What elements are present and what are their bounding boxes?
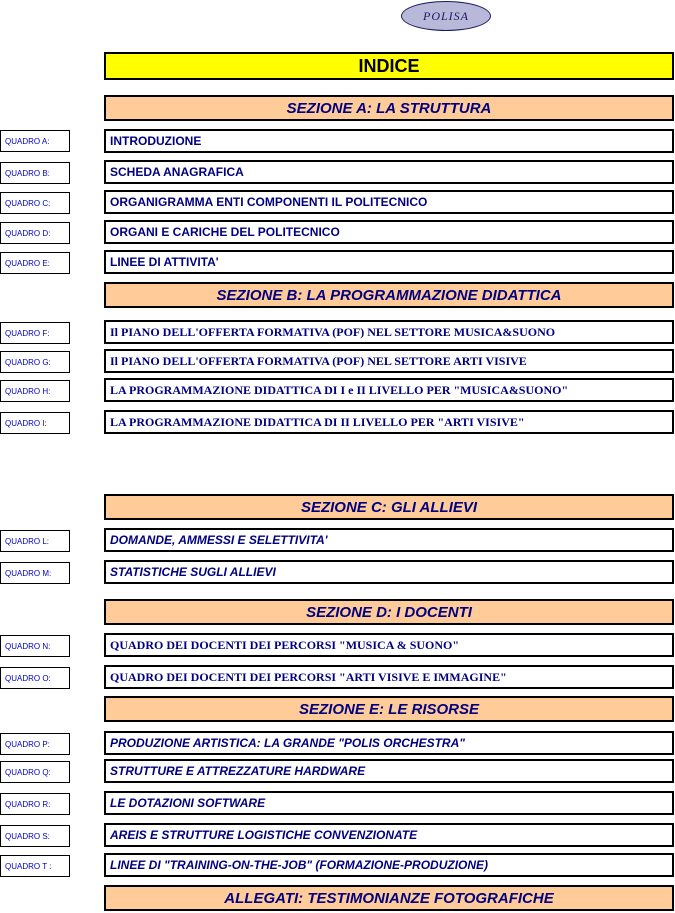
quadro-g-link[interactable]: Il PIANO DELL'OFFERTA FORMATIVA (POF) NEL SETTORE ARTI VISIVE <box>104 349 674 373</box>
quadro-f-label: QUADRO F: <box>0 322 70 344</box>
section-e-header: SEZIONE E: LE RISORSE <box>104 696 674 722</box>
quadro-i-label: QUADRO I: <box>0 412 70 434</box>
quadro-h-label: QUADRO H: <box>0 380 70 402</box>
quadro-r-label: QUADRO R: <box>0 793 70 815</box>
quadro-s-link[interactable]: AREIS E STRUTTURE LOGISTICHE CONVENZIONATE <box>104 823 674 847</box>
quadro-n-link[interactable]: QUADRO DEI DOCENTI DEI PERCORSI "MUSICA & SUONO" <box>104 633 674 657</box>
quadro-o-link[interactable]: QUADRO DEI DOCENTI DEI PERCORSI "ARTI VISIVE E IMMAGINE" <box>104 665 674 689</box>
quadro-q-label: QUADRO Q: <box>0 761 70 783</box>
quadro-h-link[interactable]: LA PROGRAMMAZIONE DIDATTICA DI I e II LIVELLO PER "MUSICA&SUONO" <box>104 378 674 402</box>
quadro-q-link[interactable]: STRUTTURE E ATTREZZATURE HARDWARE <box>104 759 674 783</box>
quadro-d-link[interactable]: ORGANI E CARICHE DEL POLITECNICO <box>104 220 674 244</box>
quadro-m-label: QUADRO M: <box>0 562 70 584</box>
quadro-d-label: QUADRO D: <box>0 222 70 244</box>
quadro-c-link[interactable]: ORGANIGRAMMA ENTI COMPONENTI IL POLITECNICO <box>104 190 674 214</box>
page-title: INDICE <box>104 52 674 80</box>
section-b-header: SEZIONE B: LA PROGRAMMAZIONE DIDATTICA <box>104 282 674 308</box>
quadro-f-link[interactable]: Il PIANO DELL'OFFERTA FORMATIVA (POF) NEL SETTORE MUSICA&SUONO <box>104 320 674 344</box>
quadro-m-link[interactable]: STATISTICHE SUGLI ALLIEVI <box>104 560 674 584</box>
quadro-l-link[interactable]: DOMANDE, AMMESSI E SELETTIVITA' <box>104 528 674 552</box>
polis-logo: POLISA <box>401 1 491 31</box>
allegati-header[interactable]: ALLEGATI: TESTIMONIANZE FOTOGRAFICHE <box>104 885 674 911</box>
quadro-p-label: QUADRO P: <box>0 733 70 755</box>
quadro-p-link[interactable]: PRODUZIONE ARTISTICA: LA GRANDE "POLIS ORCHESTRA" <box>104 731 674 755</box>
quadro-i-link[interactable]: LA PROGRAMMAZIONE DIDATTICA DI II LIVELLO PER "ARTI VISIVE" <box>104 410 674 434</box>
quadro-a-label: QUADRO A: <box>0 130 70 152</box>
quadro-e-label: QUADRO E: <box>0 252 70 274</box>
quadro-a-link[interactable]: INTRODUZIONE <box>104 129 674 153</box>
section-c-header: SEZIONE C: GLI ALLIEVI <box>104 494 674 520</box>
quadro-e-link[interactable]: LINEE DI ATTIVITA' <box>104 250 674 274</box>
quadro-c-label: QUADRO C: <box>0 192 70 214</box>
quadro-t-link[interactable]: LINEE DI "TRAINING-ON-THE-JOB" (FORMAZIONE-PRODUZIONE) <box>104 853 674 877</box>
quadro-r-link[interactable]: LE DOTAZIONI SOFTWARE <box>104 791 674 815</box>
quadro-s-label: QUADRO S: <box>0 825 70 847</box>
quadro-n-label: QUADRO N: <box>0 635 70 657</box>
section-d-header: SEZIONE D: I DOCENTI <box>104 599 674 625</box>
section-a-header: SEZIONE A: LA STRUTTURA <box>104 95 674 121</box>
quadro-b-label: QUADRO B: <box>0 162 70 184</box>
quadro-l-label: QUADRO L: <box>0 530 70 552</box>
quadro-o-label: QUADRO O: <box>0 667 70 689</box>
quadro-t-label: QUADRO T : <box>0 855 70 877</box>
quadro-b-link[interactable]: SCHEDA ANAGRAFICA <box>104 160 674 184</box>
quadro-g-label: QUADRO G: <box>0 351 70 373</box>
